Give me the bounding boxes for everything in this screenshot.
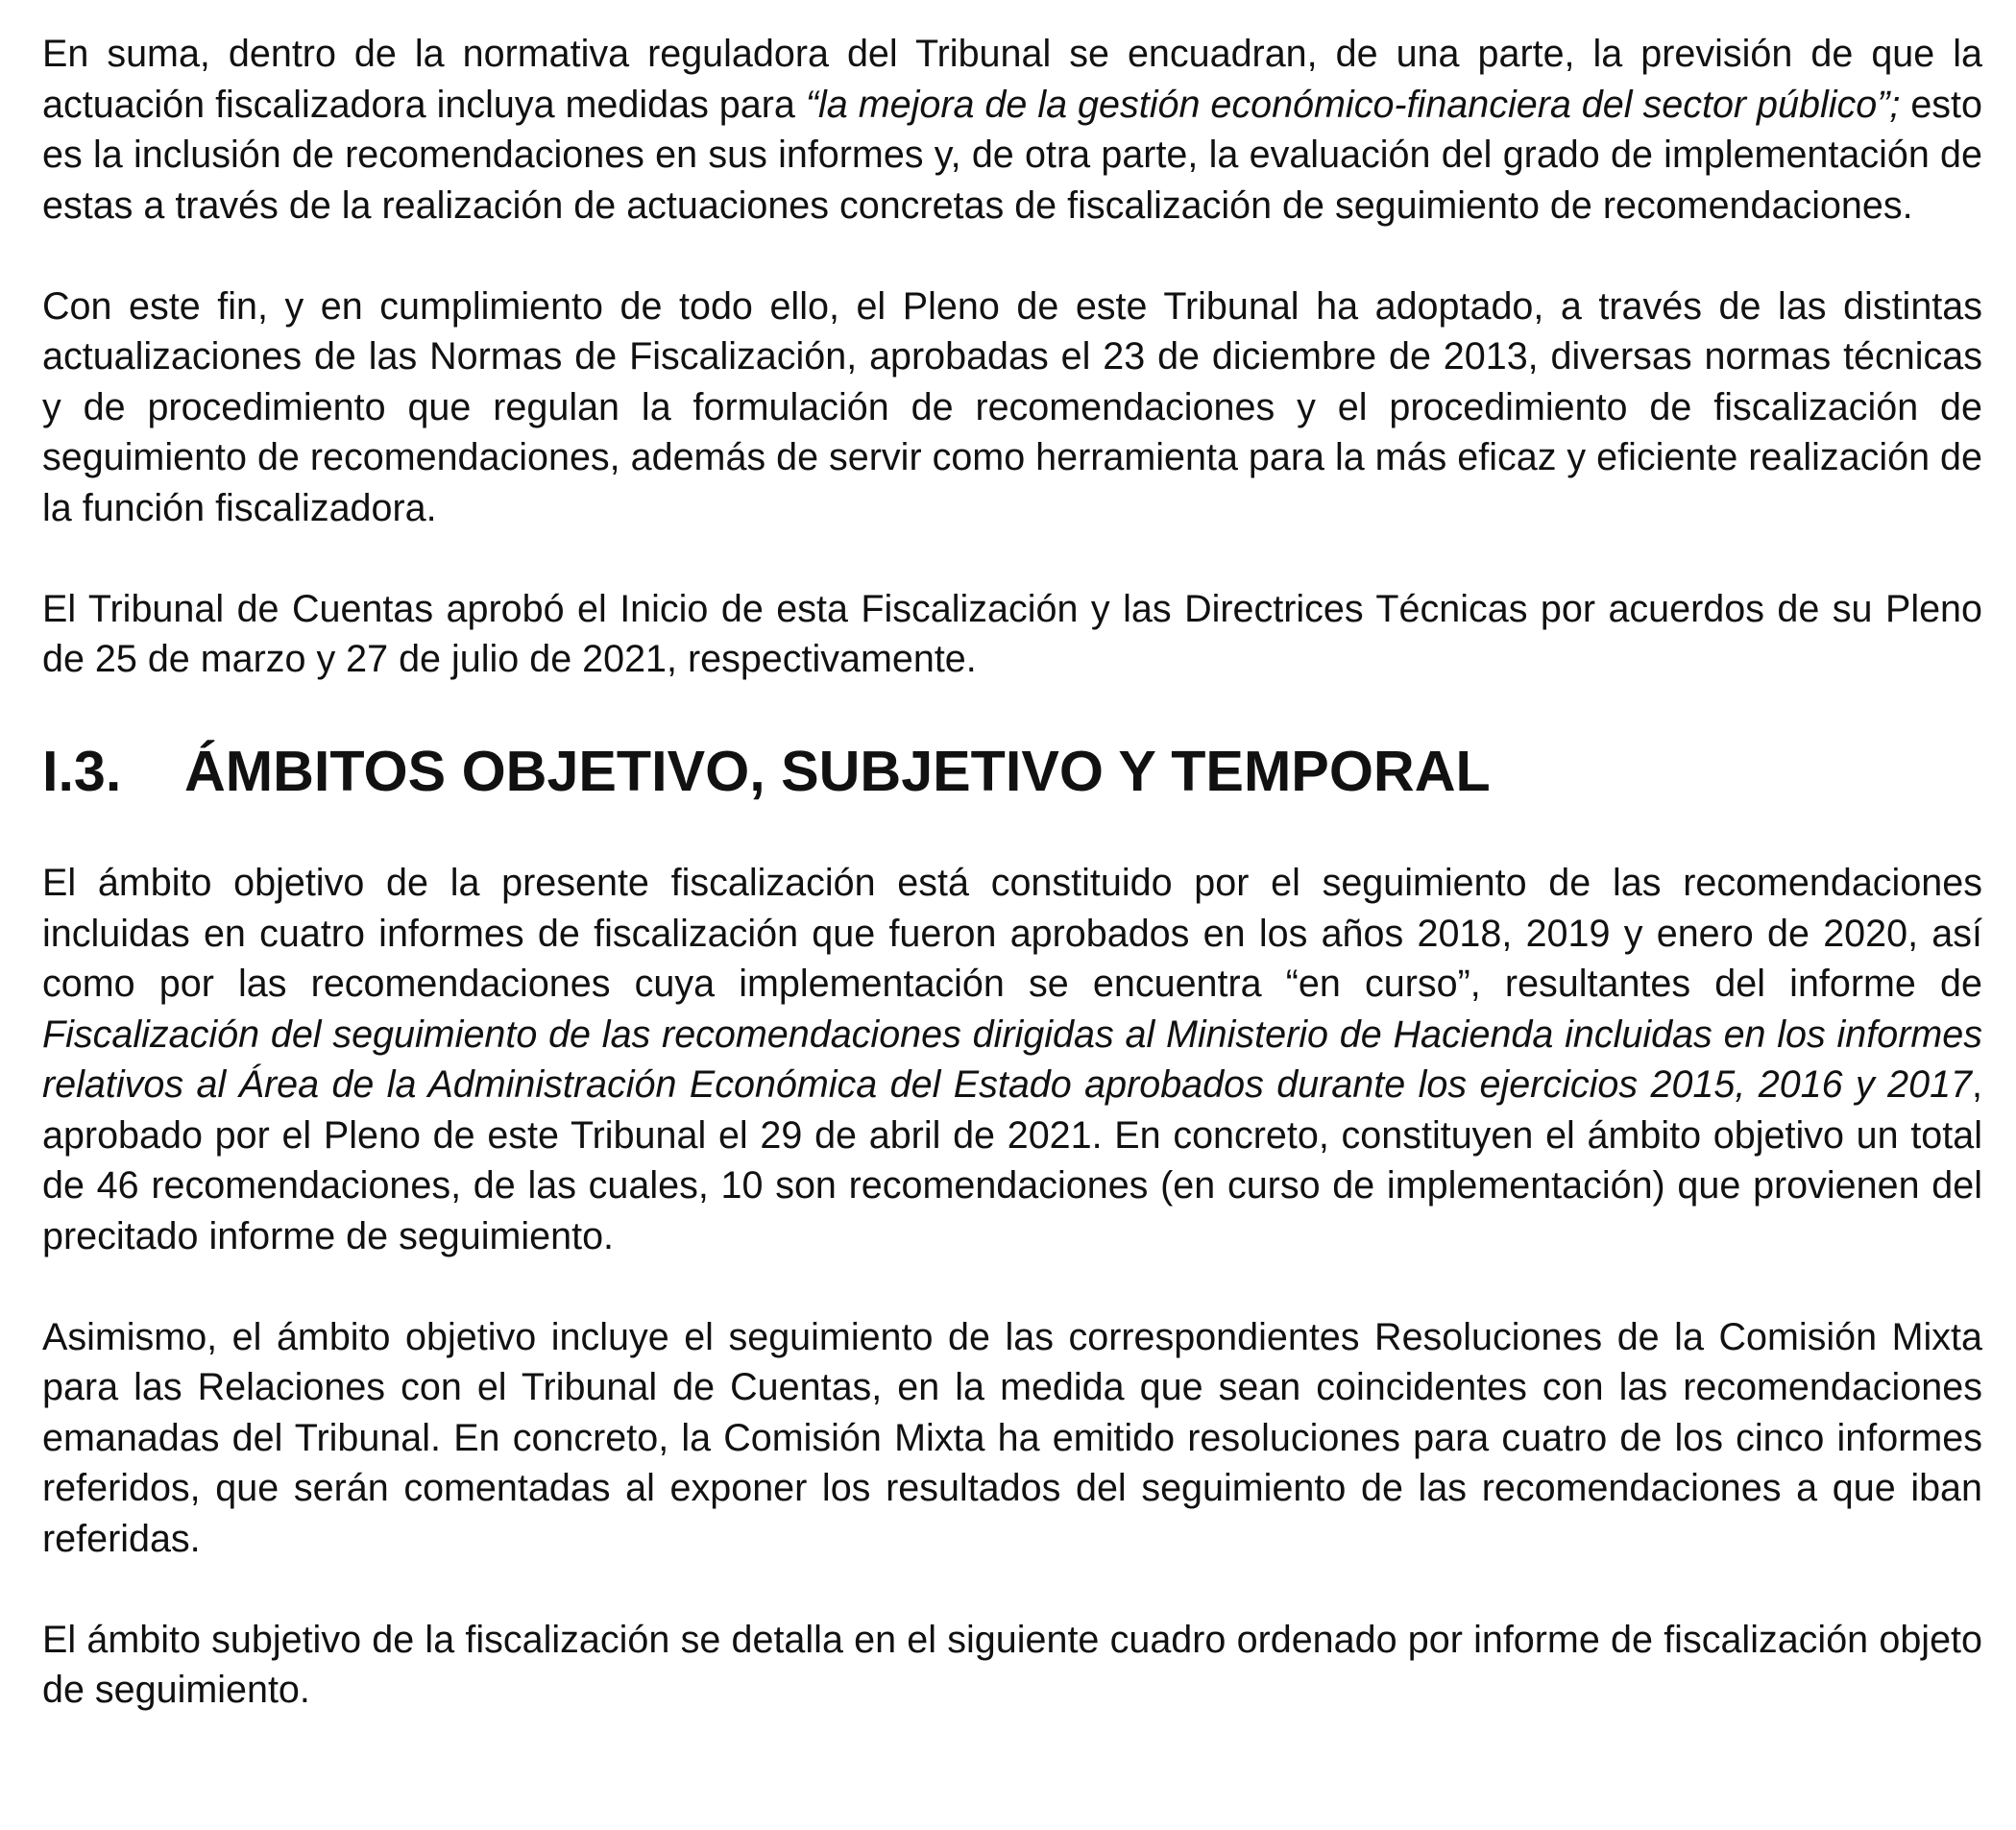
paragraph-pleno: Con este fin, y en cumplimiento de todo ello, el Pleno de este Tribunal ha adoptado, a través de las distintas actualizaciones de las Normas de Fiscalización, aprobadas el 23 de diciembre de 2013, diversas normas técnicas y de procedimiento que regulan la formulación de recomendaciones y el procedimiento de fiscalización de seguimiento de recomendaciones, además de servir como herramienta para la más eficaz y eficiente realización de la función fiscalizadora.	[42, 284, 1982, 529]
paragraph-text: El ámbito objetivo de la presente fiscalización está constituido por el seguimiento de las recomendaciones incluidas en cuatro informes de fiscalización que fueron aprobados en los años 2018, 2019 y enero de 2020, así como por las recomendaciones cuya implementación se encuentra “en curso”, resultantes del informe de	[42, 862, 1982, 1005]
report-title: Fiscalización del seguimiento de las recomendaciones dirigidas al Ministerio de Hacienda incluidas en los informes relativos al Área de la Administración Económica del Estado aprobados durante los ejercicios 2015, 2016 y 2017	[42, 1013, 1982, 1106]
section-number: I.3.	[42, 738, 122, 803]
paragraph-ambito-objetivo	[42, 858, 1982, 1261]
paragraph-comision-mixta: Asimismo, el ámbito objetivo incluye el seguimiento de las correspondientes Resoluciones de la Comisión Mixta para las Relaciones con el Tribunal de Cuentas, en la medida que sean coincidentes con las recomendaciones emanadas del Tribunal. En concreto, la Comisión Mixta ha emitido resoluciones para cuatro de los cinco informes referidos, que serán comentadas al exponer los resultados del seguimiento de las recomendaciones a que iban referidas.	[42, 1315, 1982, 1560]
paragraph-inicio: El Tribunal de Cuentas aprobó el Inicio de esta Fiscalización y las Directrices Técnicas por acuerdos de su Pleno de 25 de marzo y 27 de julio de 2021, respectivamente.	[42, 587, 1982, 680]
paragraph-text: En suma, dentro de la normativa reguladora del Tribunal se encuadran, de una parte, la previsión de que la actuación fiscalizadora incluya medidas para	[42, 33, 1982, 126]
paragraph-text: esto es la inclusión de recomendaciones en sus informes y, de otra parte, la evaluación del grado de implementación de estas a través de la realización de actuaciones concretas de fiscalización de seguimiento de recomendaciones.	[42, 83, 1982, 227]
section-heading	[42, 738, 1982, 803]
paragraph-text: , aprobado por el Pleno de este Tribunal el 29 de abril de 2021. En concreto, constituyen el ámbito objetivo un total de 46 recomendaciones, de las cuales, 10 son recomendaciones (en curso de implementación) que provienen del precitado informe de seguimiento.	[42, 1063, 1982, 1257]
section-title: ÁMBITOS OBJETIVO, SUBJETIVO Y TEMPORAL	[184, 738, 1491, 803]
document-page	[42, 29, 1982, 1716]
paragraph-ambito-subjetivo: El ámbito subjetivo de la fiscalización se detalla en el siguiente cuadro ordenado por informe de fiscalización objeto de seguimiento.	[42, 1618, 1982, 1711]
paragraph-normativa	[42, 29, 1982, 231]
quoted-text: “la mejora de la gestión económico-financiera del sector público”;	[805, 83, 1901, 126]
